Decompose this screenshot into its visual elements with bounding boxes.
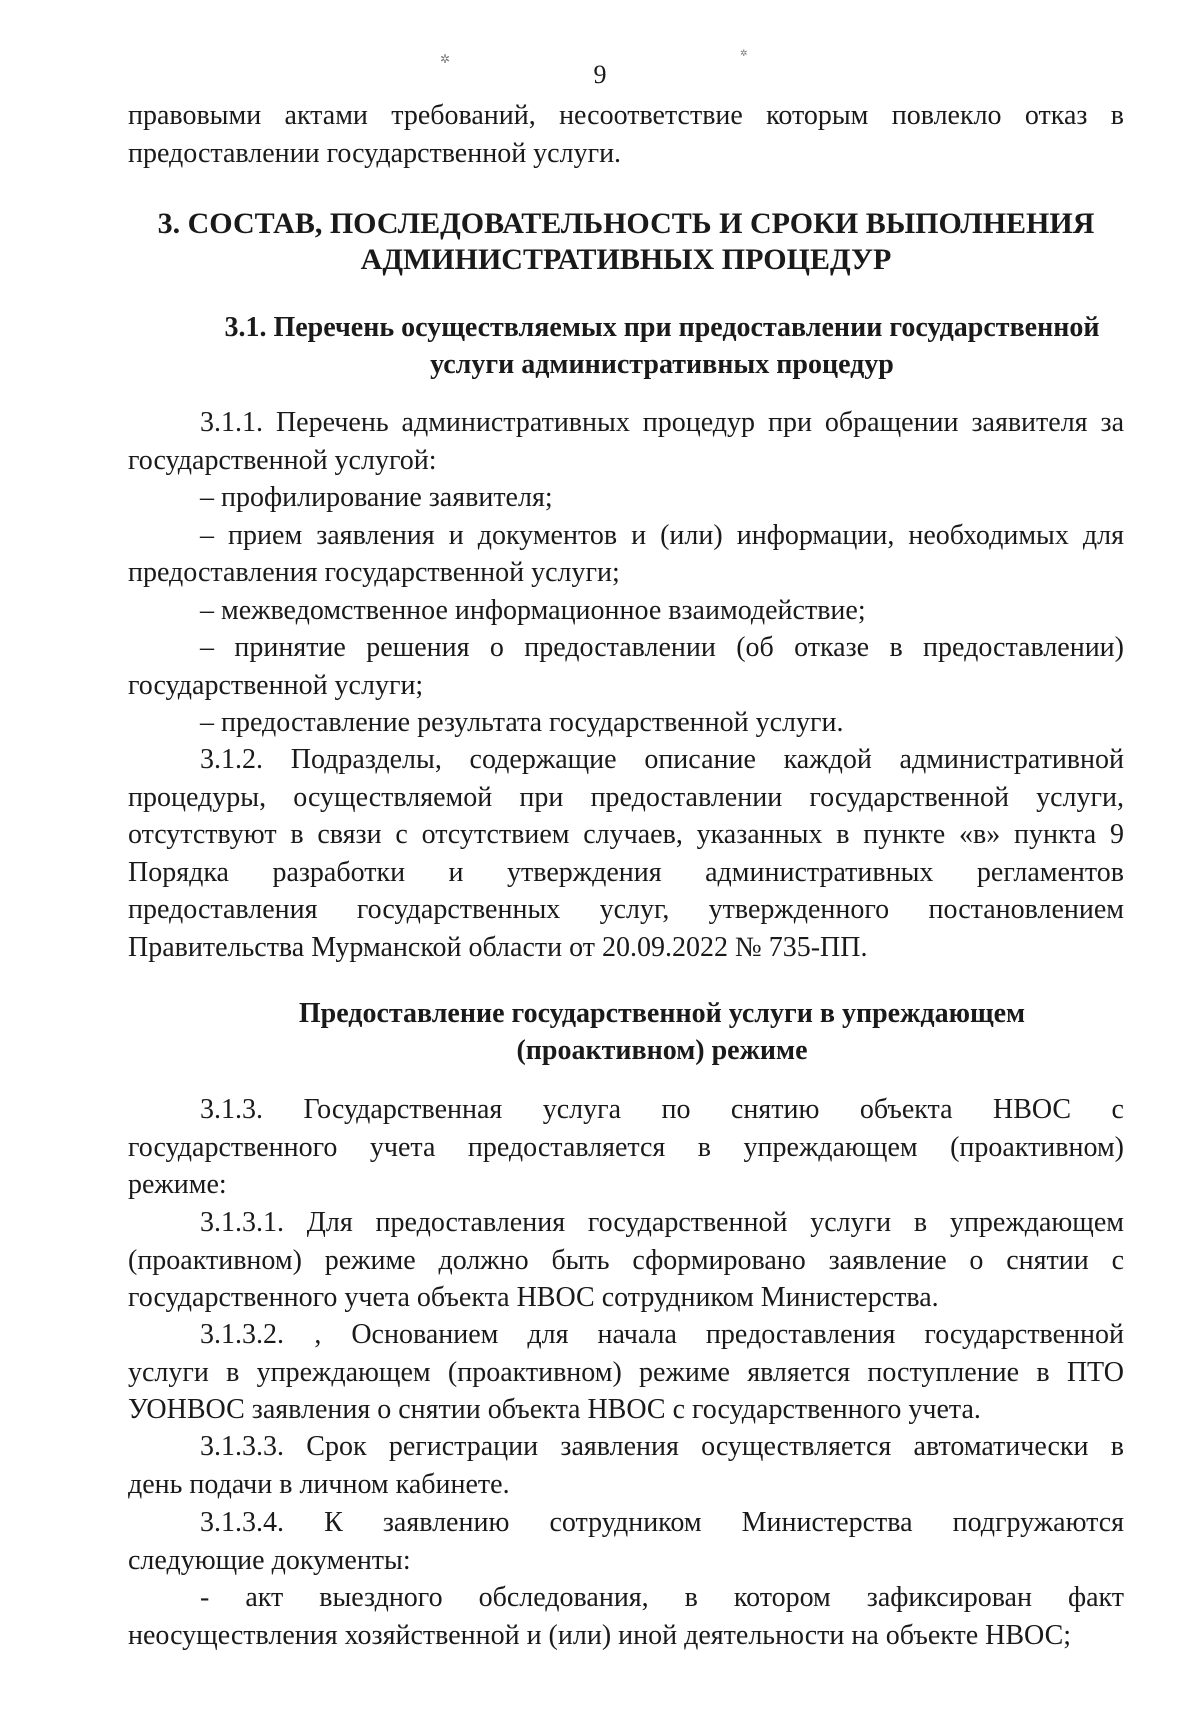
text-line: 3.1.3. Государственная услуга по снятию объекта НВОС с: [200, 1094, 1124, 1125]
text-line: 3.1.3.1. Для предоставления государственной услуги в упреждающем: [200, 1207, 1124, 1238]
scan-speck-mark: ✲: [740, 48, 748, 58]
text-line: государственной услугой:: [128, 444, 437, 476]
text-line: УОНВОС заявления о снятии объекта НВОС с государственного учета.: [128, 1394, 981, 1425]
page-number: 9: [593, 60, 607, 89]
paragraph-3-1-3: [128, 1091, 1124, 1204]
text-line: 3.1.3.3. Срок регистрации заявления осуществляется автоматически в: [200, 1431, 1124, 1462]
list-item: – прием заявления и документов и (или) информации, необходимых для: [200, 519, 1124, 551]
heading-line: (проактивном) режиме: [516, 1035, 808, 1066]
text-line: правовыми актами требований, несоответствие которым повлекло отказ в: [128, 100, 1124, 131]
text-line: предоставлении государственной услуги.: [128, 137, 622, 169]
paragraph-3-1-1: [128, 404, 1124, 742]
text-line: отсутствуют в связи с отсутствием случаев, указанных в пункте «в» пункта 9: [128, 819, 1124, 850]
intro-paragraph: [128, 97, 1124, 172]
text-line: день подачи в личном кабинете.: [128, 1468, 510, 1500]
text-line: предоставления государственных услуг, утвержденного постановлением: [128, 894, 1124, 925]
proactive-mode-heading: [128, 995, 1124, 1069]
scan-speck-mark: ✲: [440, 52, 451, 66]
text-line: неосуществления хозяйственной и (или) иной деятельности на объекте НВОС;: [128, 1619, 1072, 1651]
text-line: процедуры, осуществляемой при предоставлении государственной услуги,: [128, 781, 1124, 813]
list-item: – принятие решения о предоставлении (об отказе в предоставлении): [200, 632, 1124, 663]
list-item: – предоставление результата государственной услуги.: [200, 707, 844, 738]
text-line: 3.1.1. Перечень административных процедур при обращении заявителя за: [200, 407, 1124, 438]
paragraph-3-1-3-1: [128, 1204, 1124, 1317]
paragraph-3-1-3-3: [128, 1428, 1124, 1503]
text-line: Правительства Мурманской области от 20.09.2022 № 735-ПП.: [128, 931, 868, 963]
text-line: государственного учета объекта НВОС сотрудником Министерства.: [128, 1282, 939, 1313]
document-list-item: [128, 1579, 1124, 1654]
list-item-continuation: государственной услуги;: [128, 669, 424, 701]
paragraph-3-1-2: [128, 741, 1124, 966]
text-line: 3.1.2. Подразделы, содержащие описание каждой административной: [200, 744, 1124, 775]
heading-line: 3. СОСТАВ, ПОСЛЕДОВАТЕЛЬНОСТЬ И СРОКИ ВЫПОЛНЕНИЯ: [157, 207, 1095, 240]
heading-line: Предоставление государственной услуги в упреждающем: [298, 998, 1026, 1029]
text-line: следующие документы:: [128, 1544, 411, 1576]
heading-line: 3.1. Перечень осуществляемых при предоставлении государственной: [224, 312, 1100, 343]
list-item: – межведомственное информационное взаимодействие;: [200, 594, 866, 626]
paragraph-3-1-3-2: [128, 1316, 1124, 1429]
heading-line: АДМИНИСТРАТИВНЫХ ПРОЦЕДУР: [360, 243, 892, 276]
text-line: - акт выездного обследования, в котором зафиксирован факт: [200, 1582, 1124, 1613]
subsection-3-1-heading: [128, 309, 1124, 383]
text-line: услуги в упреждающем (проактивном) режиме является поступление в ПТО: [128, 1356, 1124, 1388]
list-item: – профилирование заявителя;: [200, 482, 553, 513]
list-item-continuation: предоставления государственной услуги;: [128, 557, 620, 588]
text-line: 3.1.3.4. К заявлению сотрудником Министерства подгружаются: [200, 1507, 1124, 1538]
section-3-heading: [128, 206, 1124, 278]
text-line: 3.1.3.2. ‚ Основанием для начала предоставления государственной: [200, 1319, 1124, 1350]
text-line: режиме:: [128, 1169, 227, 1200]
heading-line: услуги административных процедур: [430, 349, 894, 380]
paragraph-3-1-3-4: [128, 1504, 1124, 1579]
text-line: государственного учета предоставляется в упреждающем (проактивном): [128, 1131, 1124, 1163]
text-line: Порядка разработки и утверждения административных регламентов: [128, 856, 1124, 888]
text-line: (проактивном) режиме должно быть сформировано заявление о снятии с: [128, 1244, 1124, 1276]
